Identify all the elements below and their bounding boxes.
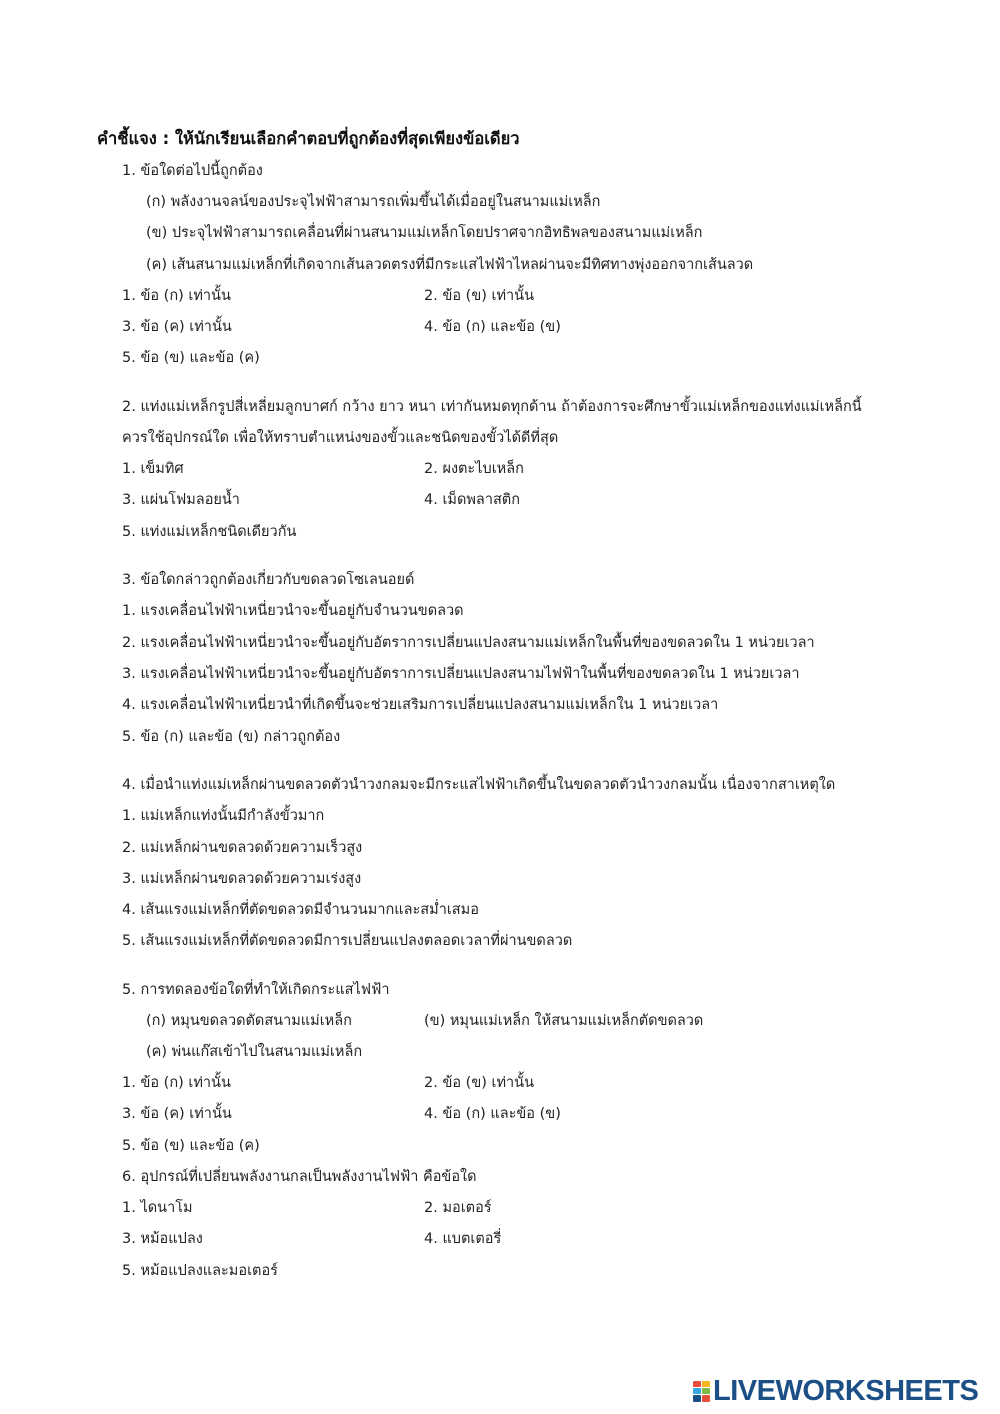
q4-choice-1[interactable]: 1. แม่เหล็กแท่งนั้นมีกำลังขั้วมาก <box>122 808 325 824</box>
q5-choice-2[interactable]: 2. ข้อ (ข) เท่านั้น <box>424 1075 534 1091</box>
mark-tile <box>702 1388 710 1394</box>
q2-choice-4[interactable]: 4. เม็ดพลาสติก <box>424 492 521 508</box>
q4-choice-5[interactable]: 5. เส้นแรงแม่เหล็กที่ตัดขดลวดมีการเปลี่ยนแปลงตลอดเวลาที่ผ่านขดลวด <box>122 933 573 949</box>
q6-choice-1[interactable]: 1. ไดนาโม <box>122 1200 193 1216</box>
question-4: 4. เมื่อนำแท่งแม่เหล็กผ่านขดลวดตัวนำวงกลมจะมีกระแสไฟฟ้าเกิดขึ้นในขดลวดตัวนำวงกลมนั้น เนื่องจากสาเหตุใด <box>122 777 836 793</box>
q1-statement-b: (ข) ประจุไฟฟ้าสามารถเคลื่อนที่ผ่านสนามแม่เหล็กโดยปราศจากอิทธิพลของสนามแม่เหล็ก <box>146 225 703 241</box>
q5-choice-1[interactable]: 1. ข้อ (ก) เท่านั้น <box>122 1075 231 1091</box>
q6-choice-3[interactable]: 3. หม้อแปลง <box>122 1231 203 1247</box>
liveworksheets-logo[interactable] <box>692 1376 978 1406</box>
q1-choice-3[interactable]: 3. ข้อ (ค) เท่านั้น <box>122 319 232 335</box>
q4-choice-2[interactable]: 2. แม่เหล็กผ่านขดลวดด้วยความเร็วสูง <box>122 840 363 856</box>
mark-tile <box>702 1395 710 1402</box>
q1-statement-a: (ก) พลังงานจลน์ของประจุไฟฟ้าสามารถเพิ่มขึ้นได้เมื่ออยู่ในสนามแม่เหล็ก <box>146 194 601 210</box>
q6-choice-4[interactable]: 4. แบตเตอรี่ <box>424 1231 502 1247</box>
q6-choice-5[interactable]: 5. หม้อแปลงและมอเตอร์ <box>122 1263 278 1279</box>
question-2-line-2: ควรใช้อุปกรณ์ใด เพื่อให้ทราบตำแหน่งของขั้วและชนิดของขั้วได้ดีที่สุด <box>122 430 559 446</box>
q1-choice-5[interactable]: 5. ข้อ (ข) และข้อ (ค) <box>122 350 260 366</box>
q5-choice-3[interactable]: 3. ข้อ (ค) เท่านั้น <box>122 1106 232 1122</box>
q5-statement-b: (ข) หมุนแม่เหล็ก ให้สนามแม่เหล็กตัดขดลวด <box>424 1013 704 1029</box>
q2-choice-3[interactable]: 3. แผ่นโฟมลอยน้ำ <box>122 492 240 508</box>
q6-choice-2[interactable]: 2. มอเตอร์ <box>424 1200 492 1216</box>
question-5: 5. การทดลองข้อใดที่ทำให้เกิดกระแสไฟฟ้า <box>122 982 390 998</box>
q1-statement-c: (ค) เส้นสนามแม่เหล็กที่เกิดจากเส้นลวดตรงที่มีกระแสไฟฟ้าไหลผ่านจะมีทิศทางพุ่งออกจากเส้นลวด <box>146 257 754 273</box>
liveworksheets-wordmark: LIVEWORKSHEETS <box>713 1374 979 1407</box>
mark-tile <box>693 1395 701 1402</box>
q5-choice-4[interactable]: 4. ข้อ (ก) และข้อ (ข) <box>424 1106 561 1122</box>
q3-choice-1[interactable]: 1. แรงเคลื่อนไฟฟ้าเหนี่ยวนำจะขึ้นอยู่กับจำนวนขดลวด <box>122 603 464 619</box>
instruction-heading: คำชี้แจง : ให้นักเรียนเลือกคำตอบที่ถูกต้องที่สุดเพียงข้อเดียว <box>97 129 520 148</box>
q5-statement-a: (ก) หมุนขดลวดตัดสนามแม่เหล็ก <box>146 1013 352 1029</box>
question-3: 3. ข้อใดกล่าวถูกต้องเกี่ยวกับขดลวดโซเลนอยด์ <box>122 572 415 588</box>
q3-choice-5[interactable]: 5. ข้อ (ก) และข้อ (ข) กล่าวถูกต้อง <box>122 729 341 745</box>
q3-choice-2[interactable]: 2. แรงเคลื่อนไฟฟ้าเหนี่ยวนำจะขึ้นอยู่กับอัตราการเปลี่ยนแปลงสนามแม่เหล็กในพื้นที่ของขดลวดใน 1 หน่วยเวลา <box>122 635 815 651</box>
mark-tile <box>693 1388 701 1394</box>
q4-choice-4[interactable]: 4. เส้นแรงแม่เหล็กที่ตัดขดลวดมีจำนวนมากและสม่ำเสมอ <box>122 902 479 918</box>
q1-choice-2[interactable]: 2. ข้อ (ข) เท่านั้น <box>424 288 534 304</box>
q5-choice-5[interactable]: 5. ข้อ (ข) และข้อ (ค) <box>122 1138 260 1154</box>
q4-choice-3[interactable]: 3. แม่เหล็กผ่านขดลวดด้วยความเร่งสูง <box>122 871 362 887</box>
liveworksheets-mark-icon <box>692 1380 710 1402</box>
q5-statement-c: (ค) พ่นแก๊สเข้าไปในสนามแม่เหล็ก <box>146 1044 363 1060</box>
question-6: 6. อุปกรณ์ที่เปลี่ยนพลังงานกลเป็นพลังงานไฟฟ้า คือข้อใด <box>122 1169 477 1185</box>
mark-tile <box>702 1381 710 1387</box>
q1-choice-1[interactable]: 1. ข้อ (ก) เท่านั้น <box>122 288 231 304</box>
mark-tile <box>693 1381 701 1387</box>
q3-choice-3[interactable]: 3. แรงเคลื่อนไฟฟ้าเหนี่ยวนำจะขึ้นอยู่กับอัตราการเปลี่ยนแปลงสนามไฟฟ้าในพื้นที่ของขดลวดใน 1 หน่วยเวลา <box>122 666 800 682</box>
q2-choice-2[interactable]: 2. ผงตะไบเหล็ก <box>424 461 524 477</box>
q1-choice-4[interactable]: 4. ข้อ (ก) และข้อ (ข) <box>424 319 561 335</box>
q3-choice-4[interactable]: 4. แรงเคลื่อนไฟฟ้าเหนี่ยวนำที่เกิดขึ้นจะช่วยเสริมการเปลี่ยนแปลงสนามแม่เหล็กใน 1 หน่วยเวลา <box>122 697 719 713</box>
question-2-line-1: 2. แท่งแม่เหล็กรูปสี่เหลี่ยมลูกบาศก์ กว้าง ยาว หนา เท่ากันหมดทุกด้าน ถ้าต้องการจะศึกษาขั้วแม่เหล็กของแท่งแม่เหล็กนี้ <box>122 399 862 415</box>
q2-choice-1[interactable]: 1. เข็มทิศ <box>122 461 184 477</box>
q2-choice-5[interactable]: 5. แท่งแม่เหล็กชนิดเดียวกัน <box>122 524 297 540</box>
question-1: 1. ข้อใดต่อไปนี้ถูกต้อง <box>122 163 263 179</box>
